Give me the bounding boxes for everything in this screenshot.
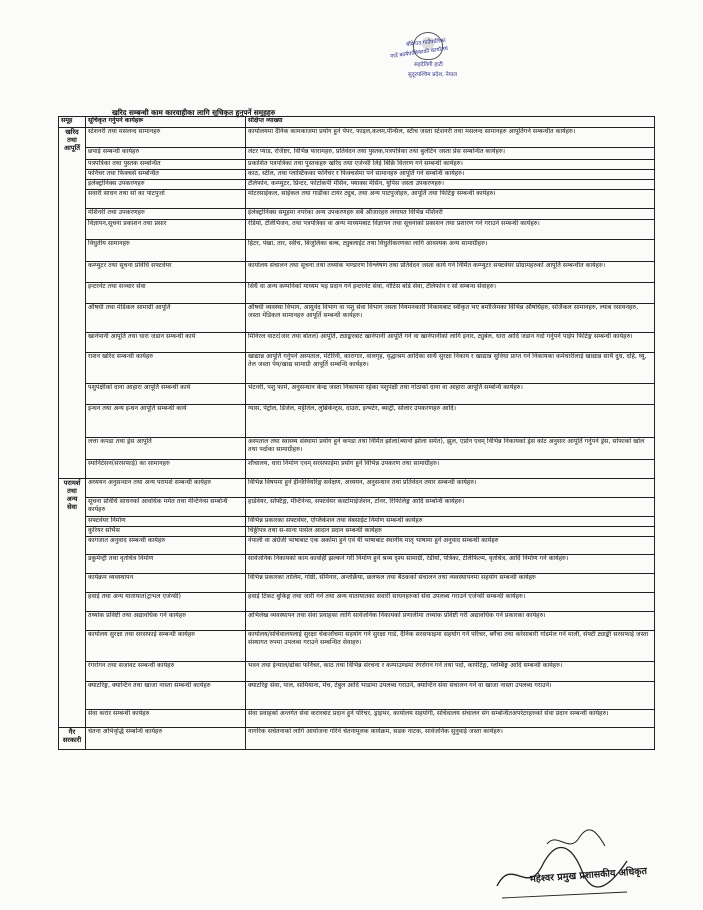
table-row <box>59 710 655 728</box>
seal-line-2: गाउँ कार्यपालिकाको कार्यालय <box>390 45 449 61</box>
description-cell: नेपाली वा अंग्रेजी भाषाबाट एक अर्कोमा हुने एवं यी भाषाबाट स्थानीय मातृ भाषामा हुने अनुवाद सम्बन्धी कार्यहरु <box>246 537 655 555</box>
table-row <box>59 479 655 498</box>
description-cell: मोटरसाईकल, साईकल तथा गाडीका टायर ट्युब, तथा अन्य पाटपुर्जाहरु, आपूर्ति तथा फिटिङ्ग सम्बन्धी कार्यहरु। <box>246 190 655 209</box>
table-row <box>59 220 655 240</box>
description-cell: विभिन्न विषयमा हुने ईन्जिनियरिङ्ग सर्वेक्षण, अध्ययन, अनुसन्धान तथा प्रतिवेदन तयार सम्बन्धी कार्यहरु। <box>246 479 655 498</box>
table-body <box>59 128 655 750</box>
category-cell: कागजात अनुवाद सम्बन्धी कार्यहरु <box>86 537 246 555</box>
header-category: सूचिकृत गर्नुपर्ने कार्यहरू <box>86 117 246 128</box>
table-row <box>59 170 655 180</box>
description-cell: मिनिरल वाटर(जार तथा बोतल) आपूर्ति, ट्याङ्करबाट खानेपानी आपूर्ति गर्ने वा खानेपानीको लागि इनार, ट्युबेल, धारा आदि जडान गर्दा गर्नुपर्ने पाईप फिटिङ्ग सम्बन्धी कार्यहरु। <box>246 333 655 353</box>
description-cell: सार्वजनिक निकायको काम कार्वाही झल्कने गरी निर्माण हुने श्रव्य दृश्य सामाग्री, रेडीयो, पत्रिका, टेलिफिल्म, वृतचित्र, आदि निर्माण गर्ने कार्यहरु। <box>246 555 655 574</box>
category-cell: मेशिनरी तथा उपकरणहरु <box>86 209 246 220</box>
description-cell: काठ, स्टील, तथा प्लास्टिकका फर्निचर र फिक्चर्समा पर्ने सामानहरु आपूर्ति गर्ने सम्बन्धि कार्यहरु। <box>246 170 655 180</box>
description-cell: खाद्यान्न आपूर्ति गर्नुपर्ने अस्पताल, मेटेरिनी, कारागार, वालगृह, वृद्धाश्रम आदिका साथै सुरक्षा निकाय र खाद्यान्न सुविधा प्राप्त गर्ने निकायका कर्मचारीलाई खाद्यान्न साथै दुध, दहि, घ्यु, तेल जस्ता पेय/खाद्य सामाग्री आपूर्ति सम्बन्धि कार्यहरु। <box>246 353 655 384</box>
table-row <box>59 537 655 555</box>
table-row <box>59 190 655 209</box>
description-cell: हार्डवेयर, सफ्टिङ्ग, मेन्टिनेन्स, सफ्टवेयर कस्टोमाईजेशन, टोनर, रिफिलिङ्ग आदि सम्बन्धि कार्यहरु। <box>246 498 655 517</box>
description-cell: विभिन्न प्रकारका तालिम, गोष्ठी, सेमिनार, अन्तर्क्रिया, छलफल तथा बैठकको संचालन तथा व्यवस्थापनमा सहयोग सम्बन्धी कार्यहरु <box>246 574 655 593</box>
table-row <box>59 209 655 220</box>
category-cell: पशुपंक्षीको दाना आहारा आपूर्ति सम्बन्धी कार्य <box>86 384 246 405</box>
document-title: खरिद सम्बन्धी काम कारवाहीका लागि सूचिकृत हुनुपर्ने समूहहरु <box>112 108 276 117</box>
table-row <box>59 460 655 479</box>
procurement-groups-table <box>58 116 655 750</box>
table-row <box>59 527 655 537</box>
description-cell: शौचालय, धारा निर्माण एवम् सरसफाईमा प्रयोग हुने विभिन्न उपकरण तथा सामाग्रीहरु। <box>246 460 655 479</box>
description-cell: हवाई टिकट बुकिङ्ग तथा जारी गर्ने तथा अन्य यातायातका सवारी साधनहरुको सेवा उपलब्ध गराउने एजेन्सी सम्बन्धी कार्यहरु। <box>246 593 655 612</box>
table-row <box>59 148 655 160</box>
table-row <box>59 682 655 710</box>
office-seal <box>386 28 482 98</box>
table-row <box>59 662 655 682</box>
header-description: संक्षिप्त व्याख्या <box>246 117 655 128</box>
category-cell: छपाई सम्बन्धी कार्यहरु <box>86 148 246 160</box>
table-row <box>59 353 655 384</box>
table-row <box>59 593 655 612</box>
category-cell: कार्यालय सुरक्षा तथा सरसफाई सम्बन्धी कार्यहरु <box>86 631 246 662</box>
description-cell: क्याटरिङ्ग सेवा, पाल, सामियाना, मेच, टेबुल आदि भाडामा उपलब्ध गराउने, क्यान्टिन सेवा संचालन गर्ने वा खाजा नास्ता उपलब्ध गराउने। <box>246 682 655 710</box>
category-cell: चेतना अभिवृद्धि सम्बन्धि कार्यहरु <box>86 728 246 750</box>
category-cell: स्यानिटेसन(सरसफाई) का सामानहरु <box>86 460 246 479</box>
table-row <box>59 304 655 333</box>
description-cell: औषधी व्यवस्था विभाग, आयुर्वेद विभाग वा पशु सेवा विभाग जस्ता नियमनकारी निकायबाट स्वीकृत भए बमोजिमका विभिन्न औषधिहरु, सर्जिकल सामानहरु, ल्याब रसायनहरु, जस्ता मेडिकल सामानहरु आपूर्ति सम्बन्धी कार्यहरु। <box>246 304 655 333</box>
description-cell: नागरिक सचेतनाको लागि आयोजना गरिने चेतनामूलक कार्यक्रम, सडक नाटक, सार्वजनिक सुनुवाई जस्ता कार्यहरु। <box>246 728 655 750</box>
category-cell: फर्निचर तथा फिक्चर्स सम्बन्धित <box>86 170 246 180</box>
table-row <box>59 333 655 353</box>
table-row <box>59 128 655 148</box>
table-row <box>59 612 655 631</box>
category-cell: इन्धन तथा अन्य इन्धन आपूर्ति सम्बन्धी कार्य <box>86 405 246 438</box>
description-cell: ग्यास, पेट्रोल, डिजेल, मट्टीतेल, लुब्रिकेन्ट्स, दाउरा, इन्भर्टर, ब्याट्री, सोलार उपकरणहरु आदि। <box>246 405 655 438</box>
category-cell: पत्रपत्रिका तथा पुस्तक सम्बन्धित <box>86 160 246 170</box>
description-cell: अभिलेख व्यवस्थापन तथा सेवा प्रवाहका लागि सार्वजनिक निकायको प्रणालीमा तथ्यांक प्रविष्टी गरी अद्यावधिक गर्ने प्रकारका कार्यहरु। <box>246 612 655 631</box>
table-row <box>59 498 655 517</box>
description-cell: कार्यालय संचालन तथा सूचना तथा तथ्यांक भण्डारण विश्लेषण तथा प्रतिवेदन जस्ता कार्य गर्न निर्मित कम्प्युटर सफ्टवेयर प्रोग्रामहरुको आपूर्ति सम्बन्धीत कार्यहरु। <box>246 262 655 283</box>
description-cell: अस्पताल तथा स्वास्थ्य संस्थामा प्रयोग हुने कपडा तथा निर्मित झोला(ब्यानो झोला समेत), झुल, एप्रोन एवम् विभिन्न निकायको ड्रेस कोट अनुसार आपूर्ति गर्नुपर्ने ड्रेस, सोफाको खोल तथा पर्दाका सामाग्रीहरु। <box>246 438 655 460</box>
description-cell: रेडियो, टेलिभिजन, तथा पत्रपत्रिका वा अन्य माध्यमबाट विज्ञापन तथा सूचनाको प्रकाशन तथा प्रशारण गर्ने गराउने सम्बन्धी कार्यहरु। <box>246 220 655 240</box>
description-cell: प्रकाशित पत्रपत्रिका तथा पुस्तकहरु खरिद तथा एजेन्सी लिई बिक्रि वितरण गर्ने सम्बन्धी कार्यहरु। <box>246 160 655 170</box>
description-cell: कार्यालयमा दैनिक कामकाजमा प्रयोग हुने पेपर, फाइल,कलम,पेन्सिल, स्टीच जस्ता स्टेशनरी तथा मसलन्द सामानहरु आपूर्तिगर्ने सम्बन्धीत कार्यहरु। <box>246 128 655 148</box>
seal-line-4: सुदूरपश्चिम प्रदेश, नेपाल <box>408 72 457 78</box>
category-cell: डकुमेन्ट्री तथा वृतचित्र निर्माण <box>86 555 246 574</box>
description-cell: भवन तथा ईन्याल/ढोका फर्निचर, काठ तथा विभिन्न संरचना र कम्पाउण्डमा रंगरोगन गर्ने तथा पर्दा, कार्पेटिङ्ग, प्लम्बिङ्ग आदि सम्बन्धी कार्यहरु। <box>246 662 655 682</box>
table-row <box>59 160 655 170</box>
category-cell: सवारी साधन तथा सो का पाटपुर्जा <box>86 190 246 209</box>
table-row <box>59 283 655 304</box>
category-cell: क्याटरिङ्ग, क्यान्टिन तथा खाजा नास्ता सम्बन्धी कार्यहरु <box>86 682 246 710</box>
category-cell: सफ्टवेयर निर्माण <box>86 517 246 527</box>
category-cell: खानेपानी आपूर्ति तथा धारा जडान सम्बन्धी कार्य <box>86 333 246 353</box>
description-cell: सिधै वा अन्य कम्पनिको माध्यम भइ प्रदान गर्ने इन्टरनेट सेवा, नोटिस बोर्ड सेवा, टेलिफोन र सो सम्बन्ध सेवाहरु। <box>246 283 655 304</box>
description-cell: हिटर, पंखा, तार, स्वीच, बिजुलिका बल्ब, ट्युबलाईट तथा विधुतीकरणका लागि आवश्यक अन्य सामाग्रीहरु। <box>246 240 655 262</box>
table-row <box>59 240 655 262</box>
category-cell: औषधी तथा मेडिकल सामाग्री आपूर्ति <box>86 304 246 333</box>
description-cell: विभिन्न प्रकारका सफ्टवेयर, एप्लिकेशन तथा वेबसाईट निर्माण सम्बन्धी कार्यहरु <box>246 517 655 527</box>
description-cell: टेलिफोन, कम्प्युटर, प्रिन्टर, फोटोकपी मेसिन, फ्याक्स मेसिन, युपिस जस्ता उपकरणहरु। <box>246 180 655 190</box>
category-cell: लत्ता कपडा तथा ड्रेस आपूर्ति <box>86 438 246 460</box>
category-cell: सेवा करार सम्बन्धी कार्यहरु <box>86 710 246 728</box>
table-row <box>59 555 655 574</box>
category-cell: कम्प्युटर तथा सूचना प्रविधि सफ्टवेयर <box>86 262 246 283</box>
header-group: समूह <box>59 117 86 128</box>
description-cell: चिठ्ठीपत्र तथा स-साना पार्सल आदान प्रदान सम्बन्धी कार्यहरु <box>246 527 655 537</box>
table-row <box>59 728 655 750</box>
category-cell: कुरियर सर्भिस <box>86 527 246 537</box>
table-row <box>59 631 655 662</box>
table-row <box>59 574 655 593</box>
category-cell: तथ्यांक प्रविष्टी तथा अद्यावधिक गर्ने कार्यहरु <box>86 612 246 631</box>
group-name-cell: परामर्श तथा अन्य सेवा <box>59 479 86 728</box>
category-cell: विज्ञापन,सूचना प्रकाशन तथा प्रसार <box>86 220 246 240</box>
table-header-row <box>59 117 655 128</box>
table-row <box>59 180 655 190</box>
category-cell: सूचना प्रविधि साधनको आवधिक मर्मत तथा मेन्टिनेन्स सम्बन्धि कार्यहरु <box>86 498 246 517</box>
group-name-cell: खरिद तथा आपूर्ति <box>59 128 86 479</box>
table-row <box>59 405 655 438</box>
category-cell: राशन खरिद सम्बन्धी कार्यहरु <box>86 353 246 384</box>
table-row <box>59 517 655 527</box>
description-cell: ईलेक्ट्रोनिक्स समूहमा नपरेका अन्य उपकरणहरु सबै औजारहरु लगायत विभिन्न मेशिनरी <box>246 209 655 220</box>
category-cell: अध्ययन अनुसन्धान तथा अन्य परामर्श सम्बन्धी कार्यहरु <box>86 479 246 498</box>
category-cell: हवाई तथा अन्य यातायात(ट्राभल एजेन्सी) <box>86 593 246 612</box>
category-cell: स्टेशनरी तथा मसलन्द सामानहरु <box>86 128 246 148</box>
seal-line-3: सहदेविगी हाटी <box>414 62 443 68</box>
category-cell: कार्यक्रम व्यवस्थापन <box>86 574 246 593</box>
description-cell: कार्यालय/सचिवालयलाई सुरक्षा चेकजाँचमा सहयोग गर्ने सुरक्षा गार्ड, दैनिक सरसफाइमा सहयोग गर्ने परिचर, बगैंचा तथा करेसाबारी गोडमेल गर्ने माली, सेफ्टी ट्याङ्की सरसफाई जस्ता संस्थागत रुपमा उपलब्ध गराउने सम्बन्धित सेवाहरु। <box>246 631 655 662</box>
table-row <box>59 438 655 460</box>
signature-text: महेश्वर प्रमुख प्रशासकीय अधिकृत <box>529 865 648 886</box>
category-cell: रंगरोगन तथा सजावट सम्बन्धी कार्यहरु <box>86 662 246 682</box>
table-row <box>59 384 655 405</box>
table-row <box>59 262 655 283</box>
category-cell: विधुतीय सामानहरु <box>86 240 246 262</box>
description-cell: भेटनरी, पशु फार्म, अनुसन्धान केन्द्र जस्ता निकायमा रहेका पशुपंक्षी तथा गोठाको दाना वा आहारा आपूर्ति सम्बन्धि कार्यहरु। <box>246 384 655 405</box>
group-name-cell: गैर सरकारी <box>59 728 86 750</box>
description-cell: लेटर प्याड, रजिष्टर, विभिन्न फारामहरु, प्रतिवेदन तथा पुस्तक,पत्रपत्रिका तथा बुलेटिन जस्ता प्रेस सम्बन्धित कार्यहरु। <box>246 148 655 160</box>
category-cell: इलेक्ट्रोनिक्स उपकरणहरु <box>86 180 246 190</box>
category-cell: इन्टरनेट तथा सञ्चार सेवा <box>86 283 246 304</box>
description-cell: सेवा प्रवाहको अन्तर्गत सेवा करारबाट प्रदान हुने परिचर, ड्राइभर, कार्यालय सहयोगी, सचिवालय संचालन संग सम्बन्धितअपरेटरहरुको सेवा प्रदान सम्बन्धी कार्यहरु। <box>246 710 655 728</box>
seal-line-1: बाँदेगाउ गाउँपालिका <box>405 37 446 49</box>
